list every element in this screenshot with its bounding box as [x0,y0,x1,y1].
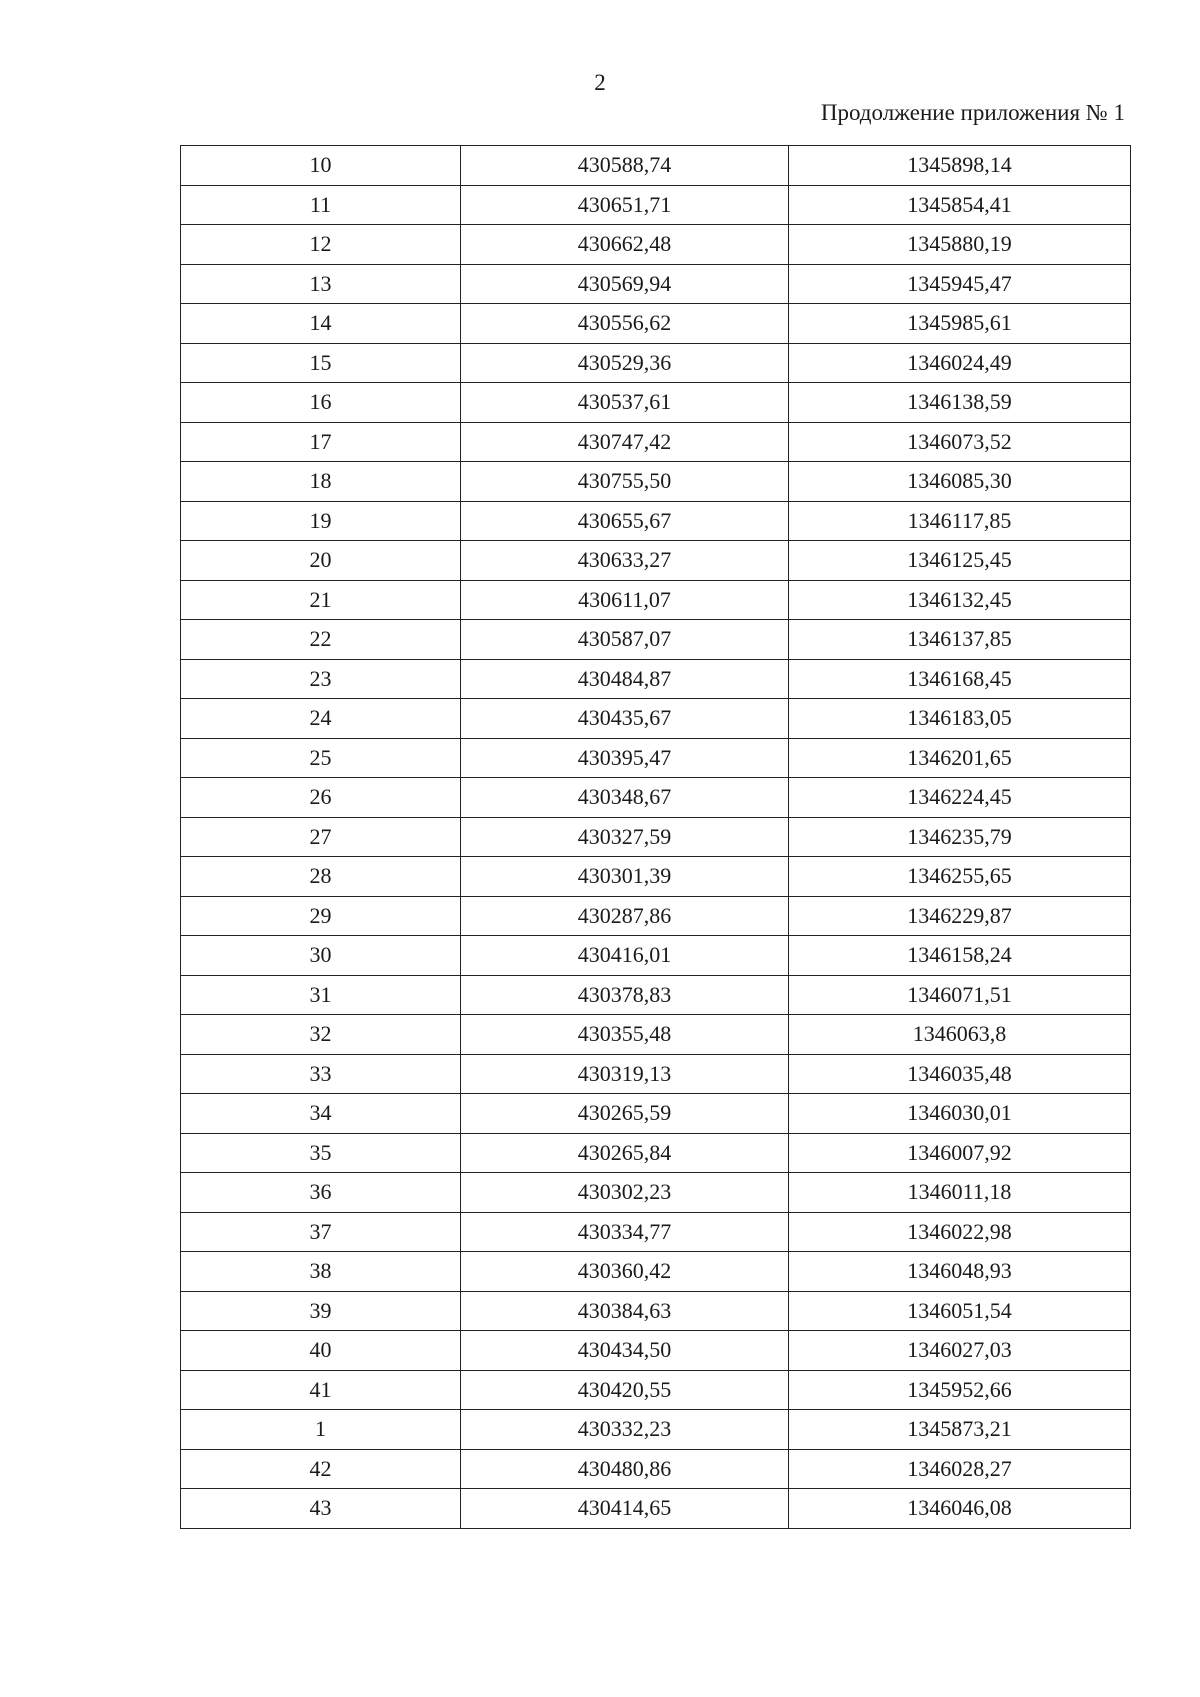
table-row [181,1449,1131,1489]
x-coordinate-cell: 430332,23 [461,1410,789,1450]
point-number-cell: 18 [181,462,461,502]
point-number-cell: 33 [181,1054,461,1094]
table-row [181,817,1131,857]
x-coordinate-cell: 430265,59 [461,1094,789,1134]
x-coordinate-cell: 430287,86 [461,896,789,936]
x-coordinate-cell: 430611,07 [461,580,789,620]
table-row [181,936,1131,976]
point-number-cell: 25 [181,738,461,778]
point-number-cell: 13 [181,264,461,304]
table-row [181,1291,1131,1331]
table-row [181,422,1131,462]
y-coordinate-cell: 1346132,45 [789,580,1131,620]
y-coordinate-cell: 1345854,41 [789,185,1131,225]
x-coordinate-cell: 430420,55 [461,1370,789,1410]
point-number-cell: 12 [181,225,461,265]
table-row [181,1252,1131,1292]
x-coordinate-cell: 430265,84 [461,1133,789,1173]
y-coordinate-cell: 1346030,01 [789,1094,1131,1134]
y-coordinate-cell: 1345880,19 [789,225,1131,265]
x-coordinate-cell: 430651,71 [461,185,789,225]
point-number-cell: 30 [181,936,461,976]
point-number-cell: 23 [181,659,461,699]
x-coordinate-cell: 430301,39 [461,857,789,897]
x-coordinate-cell: 430384,63 [461,1291,789,1331]
table-row [181,1331,1131,1371]
y-coordinate-cell: 1346022,98 [789,1212,1131,1252]
table-row [181,975,1131,1015]
point-number-cell: 15 [181,343,461,383]
page-number: 2 [594,70,606,95]
x-coordinate-cell: 430537,61 [461,383,789,423]
x-coordinate-cell: 430484,87 [461,659,789,699]
table-row [181,1133,1131,1173]
x-coordinate-cell: 430435,67 [461,699,789,739]
point-number-cell: 39 [181,1291,461,1331]
point-number-cell: 32 [181,1015,461,1055]
table-row [181,1489,1131,1529]
point-number-cell: 14 [181,304,461,344]
x-coordinate-cell: 430355,48 [461,1015,789,1055]
table-row [181,462,1131,502]
x-coordinate-cell: 430755,50 [461,462,789,502]
y-coordinate-cell: 1346137,85 [789,620,1131,660]
x-coordinate-cell: 430378,83 [461,975,789,1015]
y-coordinate-cell: 1346235,79 [789,817,1131,857]
y-coordinate-cell: 1346224,45 [789,778,1131,818]
y-coordinate-cell: 1346027,03 [789,1331,1131,1371]
y-coordinate-cell: 1345985,61 [789,304,1131,344]
table-row [181,343,1131,383]
table-row [181,541,1131,581]
x-coordinate-cell: 430662,48 [461,225,789,265]
point-number-cell: 41 [181,1370,461,1410]
point-number-cell: 26 [181,778,461,818]
x-coordinate-cell: 430327,59 [461,817,789,857]
point-number-cell: 34 [181,1094,461,1134]
appendix-continuation-note: Продолжение приложения № 1 [820,100,1125,125]
y-coordinate-cell: 1346183,05 [789,699,1131,739]
table-row [181,857,1131,897]
y-coordinate-cell: 1346117,85 [789,501,1131,541]
point-number-cell: 37 [181,1212,461,1252]
y-coordinate-cell: 1346071,51 [789,975,1131,1015]
x-coordinate-cell: 430416,01 [461,936,789,976]
x-coordinate-cell: 430302,23 [461,1173,789,1213]
table-row [181,185,1131,225]
y-coordinate-cell: 1346255,65 [789,857,1131,897]
y-coordinate-cell: 1346048,93 [789,1252,1131,1292]
x-coordinate-cell: 430360,42 [461,1252,789,1292]
y-coordinate-cell: 1346125,45 [789,541,1131,581]
table-row [181,1173,1131,1213]
point-number-cell: 31 [181,975,461,1015]
x-coordinate-cell: 430569,94 [461,264,789,304]
point-number-cell: 40 [181,1331,461,1371]
table-row [181,264,1131,304]
coordinates-table [180,145,1131,1529]
point-number-cell: 10 [181,146,461,186]
y-coordinate-cell: 1346063,8 [789,1015,1131,1055]
y-coordinate-cell: 1346229,87 [789,896,1131,936]
table-row [181,383,1131,423]
point-number-cell: 27 [181,817,461,857]
point-number-cell: 22 [181,620,461,660]
y-coordinate-cell: 1346011,18 [789,1173,1131,1213]
table-row [181,146,1131,186]
x-coordinate-cell: 430414,65 [461,1489,789,1529]
table-row [181,1212,1131,1252]
point-number-cell: 21 [181,580,461,620]
y-coordinate-cell: 1346007,92 [789,1133,1131,1173]
point-number-cell: 16 [181,383,461,423]
table-row [181,580,1131,620]
table-row [181,699,1131,739]
table-row [181,896,1131,936]
point-number-cell: 35 [181,1133,461,1173]
y-coordinate-cell: 1345873,21 [789,1410,1131,1450]
x-coordinate-cell: 430588,74 [461,146,789,186]
x-coordinate-cell: 430529,36 [461,343,789,383]
coordinates-table-body [181,146,1131,1529]
table-row [181,1054,1131,1094]
point-number-cell: 20 [181,541,461,581]
y-coordinate-cell: 1345945,47 [789,264,1131,304]
y-coordinate-cell: 1346035,48 [789,1054,1131,1094]
y-coordinate-cell: 1346201,65 [789,738,1131,778]
point-number-cell: 1 [181,1410,461,1450]
y-coordinate-cell: 1346138,59 [789,383,1131,423]
point-number-cell: 17 [181,422,461,462]
table-row [181,738,1131,778]
table-row [181,659,1131,699]
x-coordinate-cell: 430334,77 [461,1212,789,1252]
table-row [181,1410,1131,1450]
y-coordinate-cell: 1345952,66 [789,1370,1131,1410]
point-number-cell: 29 [181,896,461,936]
point-number-cell: 43 [181,1489,461,1529]
y-coordinate-cell: 1346158,24 [789,936,1131,976]
x-coordinate-cell: 430747,42 [461,422,789,462]
table-row [181,778,1131,818]
x-coordinate-cell: 430556,62 [461,304,789,344]
x-coordinate-cell: 430395,47 [461,738,789,778]
table-row [181,501,1131,541]
point-number-cell: 38 [181,1252,461,1292]
y-coordinate-cell: 1346051,54 [789,1291,1131,1331]
table-row [181,304,1131,344]
y-coordinate-cell: 1346085,30 [789,462,1131,502]
table-row [181,1370,1131,1410]
y-coordinate-cell: 1346028,27 [789,1449,1131,1489]
point-number-cell: 24 [181,699,461,739]
x-coordinate-cell: 430587,07 [461,620,789,660]
y-coordinate-cell: 1346168,45 [789,659,1131,699]
y-coordinate-cell: 1346024,49 [789,343,1131,383]
table-row [181,1094,1131,1134]
point-number-cell: 42 [181,1449,461,1489]
x-coordinate-cell: 430480,86 [461,1449,789,1489]
table-row [181,1015,1131,1055]
x-coordinate-cell: 430434,50 [461,1331,789,1371]
table-row [181,225,1131,265]
point-number-cell: 11 [181,185,461,225]
y-coordinate-cell: 1345898,14 [789,146,1131,186]
point-number-cell: 19 [181,501,461,541]
y-coordinate-cell: 1346046,08 [789,1489,1131,1529]
table-row [181,620,1131,660]
x-coordinate-cell: 430633,27 [461,541,789,581]
x-coordinate-cell: 430655,67 [461,501,789,541]
point-number-cell: 36 [181,1173,461,1213]
x-coordinate-cell: 430348,67 [461,778,789,818]
x-coordinate-cell: 430319,13 [461,1054,789,1094]
y-coordinate-cell: 1346073,52 [789,422,1131,462]
point-number-cell: 28 [181,857,461,897]
